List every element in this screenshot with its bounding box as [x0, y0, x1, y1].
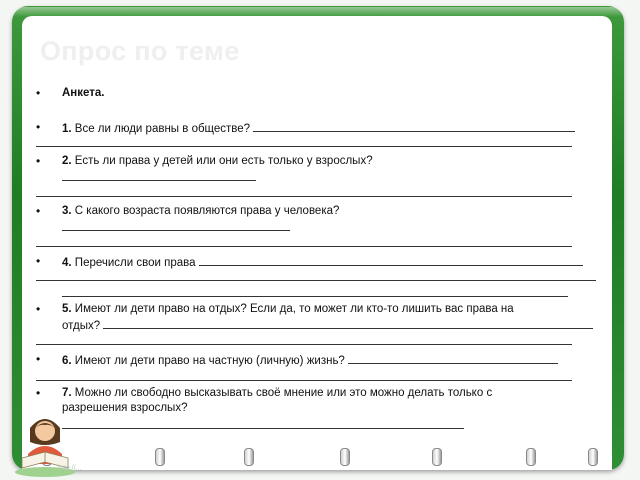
ring-icon	[244, 448, 254, 466]
answer-line[interactable]	[36, 380, 572, 381]
answer-line[interactable]	[36, 246, 572, 247]
question-text: Есть ли права у детей или они есть только у взрослых?	[74, 155, 373, 167]
question-number: 3.	[62, 205, 72, 217]
question-text: Имеют ли дети право на частную (личную) жизнь?	[74, 355, 345, 367]
answer-line[interactable]	[62, 180, 256, 181]
question-text: Перечисли свои права	[74, 257, 196, 269]
question-number: 5.	[62, 303, 72, 315]
question-text: Имеют ли дети право на отдых? Если да, то может ли кто-то лишить вас права на	[74, 303, 514, 315]
bullet: •	[36, 120, 41, 134]
answer-line[interactable]	[253, 120, 575, 132]
question-number: 7.	[62, 387, 72, 399]
ring-icon	[432, 448, 442, 466]
question-text: Все ли люди равны в обществе?	[74, 123, 251, 135]
answer-line[interactable]	[199, 254, 583, 266]
question-number: 1.	[62, 123, 72, 135]
bullet: •	[36, 352, 41, 366]
bullet: •	[36, 254, 41, 268]
question-text: С какого возраста появляются права у человека?	[74, 205, 340, 217]
answer-line[interactable]	[348, 352, 558, 364]
bullet: •	[36, 204, 41, 218]
answer-line[interactable]	[36, 196, 572, 197]
answer-line[interactable]	[36, 146, 572, 147]
answer-line[interactable]	[62, 428, 464, 429]
question-text-continued: отдых?	[62, 320, 101, 332]
answer-line[interactable]	[36, 280, 596, 281]
answer-line[interactable]	[62, 230, 290, 231]
bullet: •	[36, 86, 41, 100]
answer-line[interactable]	[62, 296, 568, 297]
watermark: http://...	[58, 465, 82, 472]
heading-text: Анкета.	[62, 87, 105, 99]
question-number: 6.	[62, 355, 72, 367]
ring-icon	[526, 448, 536, 466]
question-number: 2.	[62, 155, 72, 167]
ring-icon	[155, 448, 165, 466]
bullet: •	[36, 302, 41, 316]
bullet: •	[36, 386, 41, 400]
slide-title: Опрос по теме	[40, 36, 240, 66]
ring-icon	[588, 448, 598, 466]
question-text: Можно ли свободно высказывать своё мнение или это можно делать только с	[74, 387, 493, 399]
question-number: 4.	[62, 257, 72, 269]
question-text-continued: разрешения взрослых?	[62, 402, 188, 414]
binder-rings	[0, 448, 640, 470]
answer-line[interactable]	[36, 344, 572, 345]
bullet: •	[36, 154, 41, 168]
answer-line[interactable]	[103, 317, 593, 329]
ring-icon	[340, 448, 350, 466]
